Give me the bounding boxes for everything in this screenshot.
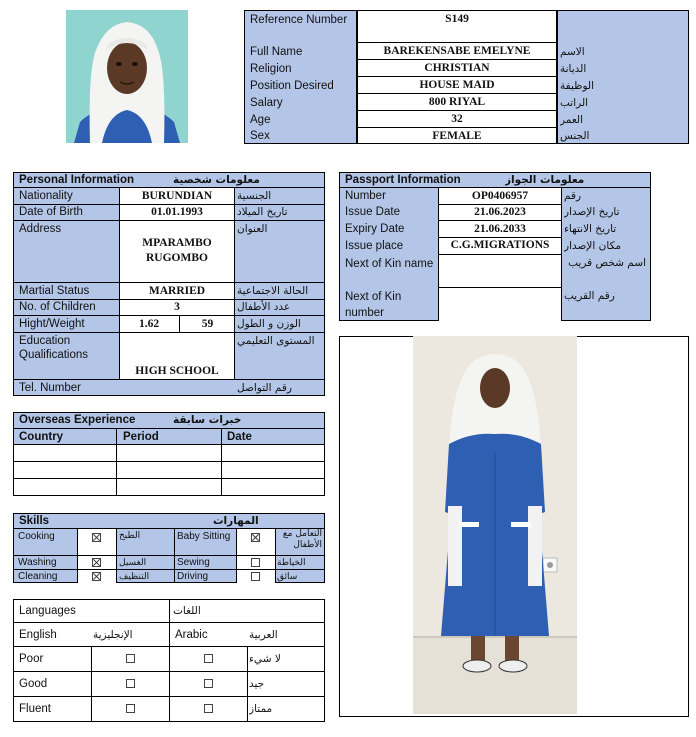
passport-number-value: OP0406957: [471, 190, 529, 202]
skill-driving-checkbox[interactable]: [251, 572, 260, 581]
children-value: 3: [174, 301, 180, 313]
position-value: HOUSE MAID: [419, 79, 495, 91]
age-value: 32: [451, 113, 463, 125]
sex-label: Sex: [250, 130, 270, 142]
skill-cooking-checkbox[interactable]: [92, 533, 101, 542]
tel-value: [119, 380, 235, 396]
tel-label: Tel. Number: [19, 382, 81, 394]
nationality-label: Nationality: [19, 190, 73, 202]
skills-table: [13, 513, 325, 583]
passport-title: Passport Information: [345, 174, 461, 186]
skill-cleaning-checkbox[interactable]: [92, 572, 101, 581]
skills-title-ar: المهارات: [213, 515, 259, 527]
issue-date-label: Issue Date: [345, 206, 400, 218]
sex-ar: الجنس: [560, 130, 590, 142]
issue-date-value: 21.06.2023: [474, 206, 526, 218]
marital-label: Martial Status: [19, 285, 90, 297]
skill-cooking-ar: الطبخ: [119, 531, 141, 541]
dob-label: Date of Birth: [19, 206, 83, 218]
skills-title: Skills: [19, 515, 50, 527]
weight-value: 59: [201, 318, 214, 330]
skill-washing-label: Washing: [18, 557, 57, 568]
marital-value: MARRIED: [148, 285, 206, 297]
kin-number-label: Next of Kin number: [345, 291, 402, 319]
languages-title-ar: اللغات: [173, 604, 201, 617]
fullname-ar: الاسم: [560, 46, 585, 58]
height-weight-ar: الوزن و الطول: [237, 318, 301, 330]
skill-cooking-label: Cooking: [18, 530, 55, 542]
address-line2: RUGOMBO: [146, 252, 208, 264]
address-line1: MPARAMBO: [142, 237, 212, 249]
children-label: No. of Children: [19, 301, 96, 313]
skill-cleaning-ar: التنظيف: [119, 571, 150, 582]
skill-driving-label: Driving: [177, 571, 209, 582]
person-full-body-icon: [413, 336, 577, 714]
lang-english-label: English: [19, 628, 57, 641]
fullname-value: BAREKENSABE EMELYNE: [383, 45, 531, 57]
issue-place-value: C.G.MIGRATIONS: [450, 239, 550, 251]
level-fluent-ar: ممتاز: [249, 703, 273, 715]
religion-ar: الديانة: [560, 63, 587, 75]
skill-driving-ar: سائق: [277, 571, 298, 582]
personal-info-table: [13, 172, 325, 396]
languages-table: [13, 599, 325, 722]
english-poor-checkbox[interactable]: [126, 654, 135, 663]
skill-sewing-label: Sewing: [177, 557, 210, 568]
expiry-date-ar: تاريخ الانتهاء: [564, 223, 617, 235]
issue-place-label: Issue place: [345, 240, 404, 252]
height-value: 1.62: [138, 318, 160, 330]
kin-number-ar: رقم القريب: [564, 290, 615, 302]
full-body-photo: [413, 336, 577, 714]
passport-info-table: [339, 172, 651, 321]
reference-value: S149: [445, 12, 469, 25]
dob-value: 01.01.1993: [151, 206, 203, 218]
fullname-label: Full Name: [250, 46, 303, 58]
nationality-ar: الجنسية: [237, 190, 272, 202]
skill-babysitting-ar: التعامل مع الأطفال: [282, 529, 322, 550]
skill-babysitting-label: Baby Sitting: [177, 530, 231, 542]
skill-sewing-ar: الخياطة: [277, 557, 306, 568]
header-table: [244, 10, 689, 144]
overseas-experience-table: [13, 412, 325, 496]
age-ar: العمر: [560, 114, 584, 126]
arabic-fluent-checkbox[interactable]: [204, 704, 213, 713]
col-period: Period: [123, 431, 159, 443]
salary-label: Salary: [250, 97, 283, 109]
kin-name-label: Next of Kin name: [345, 258, 434, 270]
personal-title-ar: معلومات شخصية: [173, 174, 260, 186]
overseas-title-ar: خبرات سابقة: [173, 414, 242, 426]
position-label: Position Desired: [250, 80, 334, 92]
age-label: Age: [250, 114, 271, 126]
personal-title: Personal Information: [19, 174, 135, 186]
height-weight-label: Hight/Weight: [19, 318, 85, 330]
skill-washing-checkbox[interactable]: [92, 558, 101, 567]
dob-ar: تاريخ الميلاد: [237, 206, 288, 218]
reference-label: Reference Number: [250, 14, 348, 26]
children-ar: عدد الأطفال: [237, 301, 291, 313]
lang-arabic-ar: العربية: [249, 628, 278, 641]
passport-title-ar: معلومات الجواز: [505, 174, 585, 186]
col-country: Country: [19, 431, 64, 443]
passport-number-ar: رقم: [564, 190, 582, 202]
education-label: Education Qualifications: [19, 335, 89, 361]
english-good-checkbox[interactable]: [126, 679, 135, 688]
skill-cleaning-label: Cleaning: [18, 571, 58, 582]
skill-babysitting-checkbox[interactable]: [251, 533, 260, 542]
col-date: Date: [227, 431, 252, 443]
skill-washing-ar: الغسيل: [119, 557, 147, 568]
expiry-date-label: Expiry Date: [345, 223, 405, 235]
level-fluent-label: Fluent: [19, 703, 51, 715]
religion-label: Religion: [250, 63, 292, 75]
level-good-ar: جيد: [249, 678, 265, 690]
kin-name-ar: اسم شخص قريب: [568, 257, 646, 269]
position-ar: الوظيفة: [560, 80, 595, 92]
nationality-value: BURUNDIAN: [141, 190, 213, 202]
person-portrait-icon: [66, 10, 188, 143]
passport-photo: [66, 10, 188, 143]
lang-arabic-label: Arabic: [175, 628, 208, 641]
marital-ar: الحالة الاجتماعية: [237, 285, 309, 297]
address-ar: العنوان: [237, 223, 268, 235]
issue-date-ar: تاريخ الإصدار: [564, 206, 620, 218]
education-ar: المستوى التعليمي: [237, 335, 315, 347]
kin-name-value: [438, 255, 562, 287]
arabic-poor-checkbox[interactable]: [204, 654, 213, 663]
lang-english-ar: الإنجليزية: [93, 628, 133, 641]
salary-ar: الراتب: [560, 97, 589, 109]
level-good-label: Good: [19, 678, 48, 690]
salary-value: 800 RIYAL: [428, 96, 486, 108]
religion-value: CHRISTIAN: [424, 62, 490, 74]
issue-place-ar: مكان الإصدار: [564, 240, 621, 252]
languages-title: Languages: [19, 604, 76, 617]
passport-number-label: Number: [345, 190, 386, 202]
level-poor-ar: لا شيء: [249, 653, 281, 665]
overseas-title: Overseas Experience: [19, 414, 136, 426]
expiry-date-value: 21.06.2033: [474, 223, 526, 235]
address-label: Address: [19, 223, 62, 235]
skill-sewing-checkbox[interactable]: [251, 558, 260, 567]
level-poor-label: Poor: [19, 653, 44, 665]
tel-ar: رقم التواصل: [237, 382, 292, 394]
sex-value: FEMALE: [432, 130, 482, 142]
arabic-good-checkbox[interactable]: [204, 679, 213, 688]
english-fluent-checkbox[interactable]: [126, 704, 135, 713]
kin-number-value: [438, 288, 562, 320]
education-value: HIGH SCHOOL: [135, 365, 219, 377]
